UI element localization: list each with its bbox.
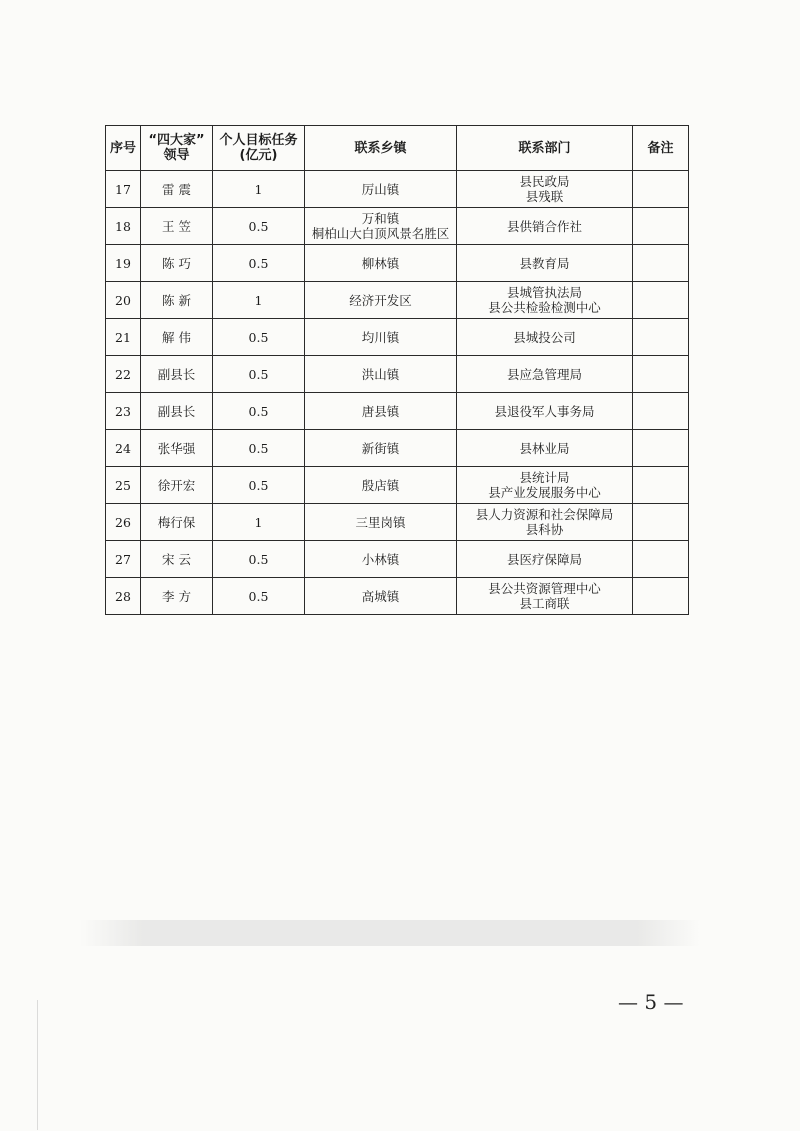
cell-leader: 雷 震: [141, 171, 213, 208]
cell-index: 17: [106, 171, 141, 208]
cell-leader: 陈 巧: [141, 245, 213, 282]
cell-town: [305, 208, 457, 245]
cell-target: 0.5: [213, 578, 305, 615]
cell-remarks: [633, 171, 689, 208]
header-index: 序号: [106, 126, 141, 171]
bleed-through-shadow: [80, 920, 700, 946]
table-row: [106, 282, 689, 319]
header-leader-line-2: 领导: [163, 148, 190, 163]
town-name: 柳林镇: [361, 255, 400, 271]
header-town: 联系乡镇: [305, 126, 457, 171]
cell-target: 0.5: [213, 541, 305, 578]
header-department: 联系部门: [457, 126, 633, 171]
cell-town: [305, 393, 457, 430]
department-name: 县城投公司: [513, 329, 576, 345]
cell-index: 19: [106, 245, 141, 282]
cell-index: 21: [106, 319, 141, 356]
department-name: 县残联: [525, 189, 564, 204]
cell-index: 22: [106, 356, 141, 393]
cell-target: 0.5: [213, 319, 305, 356]
cell-remarks: [633, 282, 689, 319]
table-row: [106, 356, 689, 393]
header-leader-line-1: “四大家”: [148, 133, 205, 148]
department-name: 县科协: [525, 522, 564, 537]
cell-target: 0.5: [213, 245, 305, 282]
cell-leader: 解 伟: [141, 319, 213, 356]
town-name: 洪山镇: [361, 366, 400, 382]
cell-remarks: [633, 541, 689, 578]
town-name: 高城镇: [361, 588, 400, 604]
department-name: 县民政局: [519, 174, 570, 189]
cell-target: 0.5: [213, 467, 305, 504]
town-name: 万和镇: [361, 211, 400, 226]
department-name: 县供销合作社: [506, 218, 582, 234]
table-row: [106, 245, 689, 282]
header-remarks: 备注: [633, 126, 689, 171]
cell-department: [457, 245, 633, 282]
cell-leader: 副县长: [141, 393, 213, 430]
cell-department: [457, 171, 633, 208]
cell-target: 0.5: [213, 356, 305, 393]
table-body: [106, 171, 689, 615]
town-name: 唐县镇: [361, 403, 400, 419]
department-name: 县工商联: [519, 596, 570, 611]
department-name: 县医疗保障局: [506, 551, 582, 567]
cell-target: 1: [213, 282, 305, 319]
cell-town: [305, 430, 457, 467]
header-target-line-1: 个人目标任务: [219, 133, 298, 148]
table-row: [106, 578, 689, 615]
cell-department: [457, 282, 633, 319]
task-assignment-table: [105, 125, 689, 615]
town-name: 新街镇: [361, 440, 400, 456]
table-row: [106, 541, 689, 578]
department-name: 县应急管理局: [506, 366, 582, 382]
page-number: — 5 —: [618, 990, 684, 1014]
cell-leader: 张华强: [141, 430, 213, 467]
cell-department: [457, 504, 633, 541]
cell-town: [305, 356, 457, 393]
cell-target: 0.5: [213, 393, 305, 430]
header-row: [106, 126, 689, 171]
town-name: 厉山镇: [361, 181, 400, 197]
cell-department: [457, 430, 633, 467]
cell-remarks: [633, 356, 689, 393]
cell-remarks: [633, 430, 689, 467]
cell-remarks: [633, 319, 689, 356]
town-name: 均川镇: [361, 329, 400, 345]
cell-town: [305, 467, 457, 504]
table-row: [106, 430, 689, 467]
cell-target: 0.5: [213, 208, 305, 245]
cell-department: [457, 208, 633, 245]
cell-target: 1: [213, 504, 305, 541]
table-row: [106, 208, 689, 245]
cell-department: [457, 541, 633, 578]
cell-index: 20: [106, 282, 141, 319]
town-name: 三里岗镇: [355, 514, 406, 530]
cell-target: 1: [213, 171, 305, 208]
cell-town: [305, 171, 457, 208]
cell-leader: 徐开宏: [141, 467, 213, 504]
department-name: 县统计局: [519, 470, 570, 485]
cell-town: [305, 282, 457, 319]
cell-leader: 陈 新: [141, 282, 213, 319]
cell-target: 0.5: [213, 430, 305, 467]
cell-index: 26: [106, 504, 141, 541]
cell-remarks: [633, 504, 689, 541]
cell-town: [305, 319, 457, 356]
cell-index: 27: [106, 541, 141, 578]
cell-town: [305, 541, 457, 578]
cell-leader: 王 笠: [141, 208, 213, 245]
cell-index: 24: [106, 430, 141, 467]
department-name: 县公共资源管理中心: [488, 581, 601, 596]
department-name: 县教育局: [519, 255, 570, 271]
table-row: [106, 467, 689, 504]
scan-margin-line: [37, 1000, 38, 1130]
cell-department: [457, 467, 633, 504]
cell-remarks: [633, 245, 689, 282]
town-name: 桐柏山大白顶风景名胜区: [311, 226, 450, 241]
cell-remarks: [633, 467, 689, 504]
cell-index: 28: [106, 578, 141, 615]
cell-index: 25: [106, 467, 141, 504]
cell-remarks: [633, 393, 689, 430]
department-name: 县林业局: [519, 440, 570, 456]
cell-leader: 梅行保: [141, 504, 213, 541]
header-target: [213, 126, 305, 171]
header-leader: [141, 126, 213, 171]
table-row: [106, 393, 689, 430]
cell-remarks: [633, 208, 689, 245]
town-name: 经济开发区: [349, 292, 412, 308]
cell-department: [457, 578, 633, 615]
table-row: [106, 171, 689, 208]
cell-index: 23: [106, 393, 141, 430]
cell-leader: 副县长: [141, 356, 213, 393]
cell-department: [457, 356, 633, 393]
department-name: 县公共检验检测中心: [488, 300, 601, 315]
header-target-line-2: (亿元): [239, 148, 278, 163]
department-name: 县人力资源和社会保障局: [475, 507, 614, 522]
table-header: [106, 126, 689, 171]
cell-town: [305, 578, 457, 615]
cell-remarks: [633, 578, 689, 615]
department-name: 县产业发展服务中心: [488, 485, 601, 500]
cell-town: [305, 504, 457, 541]
table-row: [106, 319, 689, 356]
cell-index: 18: [106, 208, 141, 245]
cell-department: [457, 393, 633, 430]
department-name: 县退役军人事务局: [494, 403, 595, 419]
cell-department: [457, 319, 633, 356]
town-name: 殷店镇: [361, 477, 400, 493]
department-name: 县城管执法局: [506, 285, 582, 300]
cell-town: [305, 245, 457, 282]
table-row: [106, 504, 689, 541]
cell-leader: 宋 云: [141, 541, 213, 578]
cell-leader: 李 方: [141, 578, 213, 615]
town-name: 小林镇: [361, 551, 400, 567]
